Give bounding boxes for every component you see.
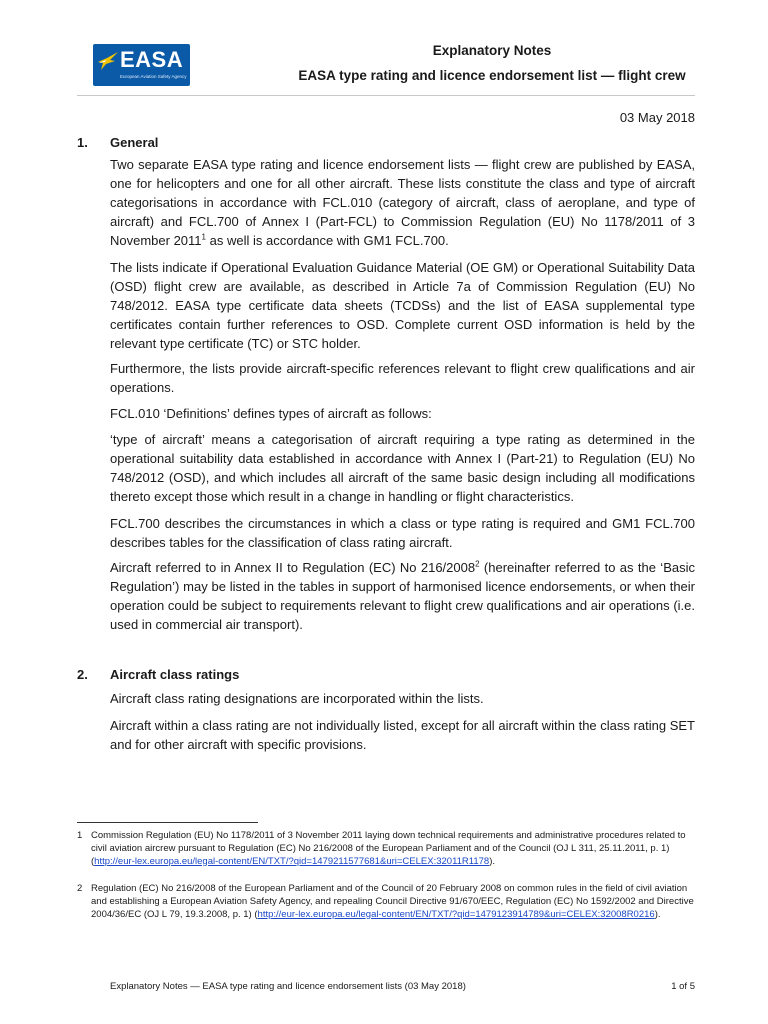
footnote-1-link[interactable]: http://eur-lex.europa.eu/legal-content/EN/TXT/?qid=1479211577681&uri=CELEX:32011R1178 (94, 855, 490, 867)
header-title: Explanatory Notes (432, 43, 552, 58)
footnote-2-text: Regulation (EC) No 216/2008 of the European Parliament and of the Council of 20 February 2008 on common rules in the field of civil aviation and establishing a European Aviation Safety Agency, and repealing Council Directive 91/670/EEC, Regulation (EC) No 1592/2002 and Directive 2004/36/EC (OJ L 79, 19.3.2008, p. 1) (http://eur-lex.europa.eu/legal-content/EN/TXT/?qid=1479123914789&uri=CELEX:32008R0216). (91, 883, 694, 920)
footnote-1-number: 1 (77, 830, 83, 841)
section-2-number: 2. (77, 667, 88, 682)
section-1-paragraph-2: The lists indicate if Operational Evaluation Guidance Material (OE GM) or Operational Suitability Data (OSD) flight crew are available, as described in Article 7a of Commission Regulation (EU) No 748/2012. EASA type certificate data sheets (TCDSs) and the list of EASA supplemental type certificates contain further references to OSD. Complete current OSD information is held by the relevant type certificate (TC) or STC holder. (110, 260, 695, 351)
footnote-1-text: Commission Regulation (EU) No 1178/2011 of 3 November 2011 laying down technical requirements and administrative procedures related to civil aviation aircrew pursuant to Regulation (EC) No 216/2008 of the European Parliament and of the Council (OJ L 311, 25.11.2011, p. 1) (http://eur-lex.europa.eu/legal-content/EN/TXT/?qid=1479211577681&uri=CELEX:32011R1178). (91, 830, 686, 867)
logo-text: EASA (120, 47, 184, 72)
logo-subtext: European Aviation Safety Agency (120, 74, 187, 79)
section-2-paragraph-2: Aircraft within a class rating are not individually listed, except for all aircraft within the class rating SET and for other aircraft with specific provisions. (110, 718, 695, 752)
section-1-paragraph-4: FCL.010 ‘Definitions’ defines types of aircraft as follows: (110, 406, 432, 421)
section-1-paragraph-5: ‘type of aircraft’ means a categorisation of aircraft requiring a type rating as determined in the operational suitability data established in accordance with Annex I (Part-21) to Regulation (EU) No 748/2012 (OSD), and which includes all aircraft of the same basic design including all modifications thereto except those which result in a change in handling or flight characteristics. (110, 432, 695, 504)
section-2-heading: Aircraft class ratings (110, 667, 240, 682)
easa-bird-logo-icon (97, 50, 119, 72)
section-1-number: 1. (77, 135, 88, 150)
footnote-divider (77, 822, 258, 823)
header-subtitle: EASA type rating and licence endorsement list — flight crew (298, 68, 686, 83)
header-divider (77, 95, 695, 96)
section-1-heading: General (110, 135, 159, 150)
section-1-paragraph-3: Furthermore, the lists provide aircraft-specific references relevant to flight crew qualifications and air operations. (110, 361, 695, 395)
footnote-ref-2[interactable]: 2 (475, 559, 480, 569)
footer-text: Explanatory Notes — EASA type rating and licence endorsement lists (03 May 2018) (110, 981, 466, 992)
section-1-paragraph-1: Two separate EASA type rating and licence endorsement lists — flight crew are published by EASA, one for helicopters and one for all other aircraft. These lists constitute the class and type of aircraft categorisations in accordance with FCL.010 (category of aircraft, class of aeroplane, and type of aircraft) and FCL.700 of Annex I (Part-FCL) to Commission Regulation (EU) No 1178/2011 of 3 November 2011$^1$ as well is accordance with GM1 FCL.700. (110, 157, 695, 248)
footnote-2-link[interactable]: http://eur-lex.europa.eu/legal-content/EN/TXT/?qid=1479123914789&uri=CELEX:32008R0216 (257, 908, 655, 920)
section-1-paragraph-6: FCL.700 describes the circumstances in which a class or type rating is required and GM1 FCL.700 describes tables for the classification of class rating aircraft. (110, 516, 695, 550)
easa-logo (93, 44, 190, 86)
section-1-paragraph-7: Aircraft referred to in Annex II to Regulation (EC) No 216/2008$^2$ (hereinafter referred to as the ‘Basic Regulation’) may be listed in the tables in support of harmonised licence endorsements, or when their operation could be subject to requirements relevant to flight crew qualifications and air operations (i.e. used in commercial air transport). (110, 559, 695, 632)
section-2-paragraph-1: Aircraft class rating designations are incorporated within the lists. (110, 691, 484, 706)
footnote-ref-1[interactable]: 1 (201, 232, 206, 242)
page-number: 1 of 5 (671, 981, 695, 992)
document-date: 03 May 2018 (619, 110, 695, 125)
footnote-2-number: 2 (77, 883, 83, 894)
